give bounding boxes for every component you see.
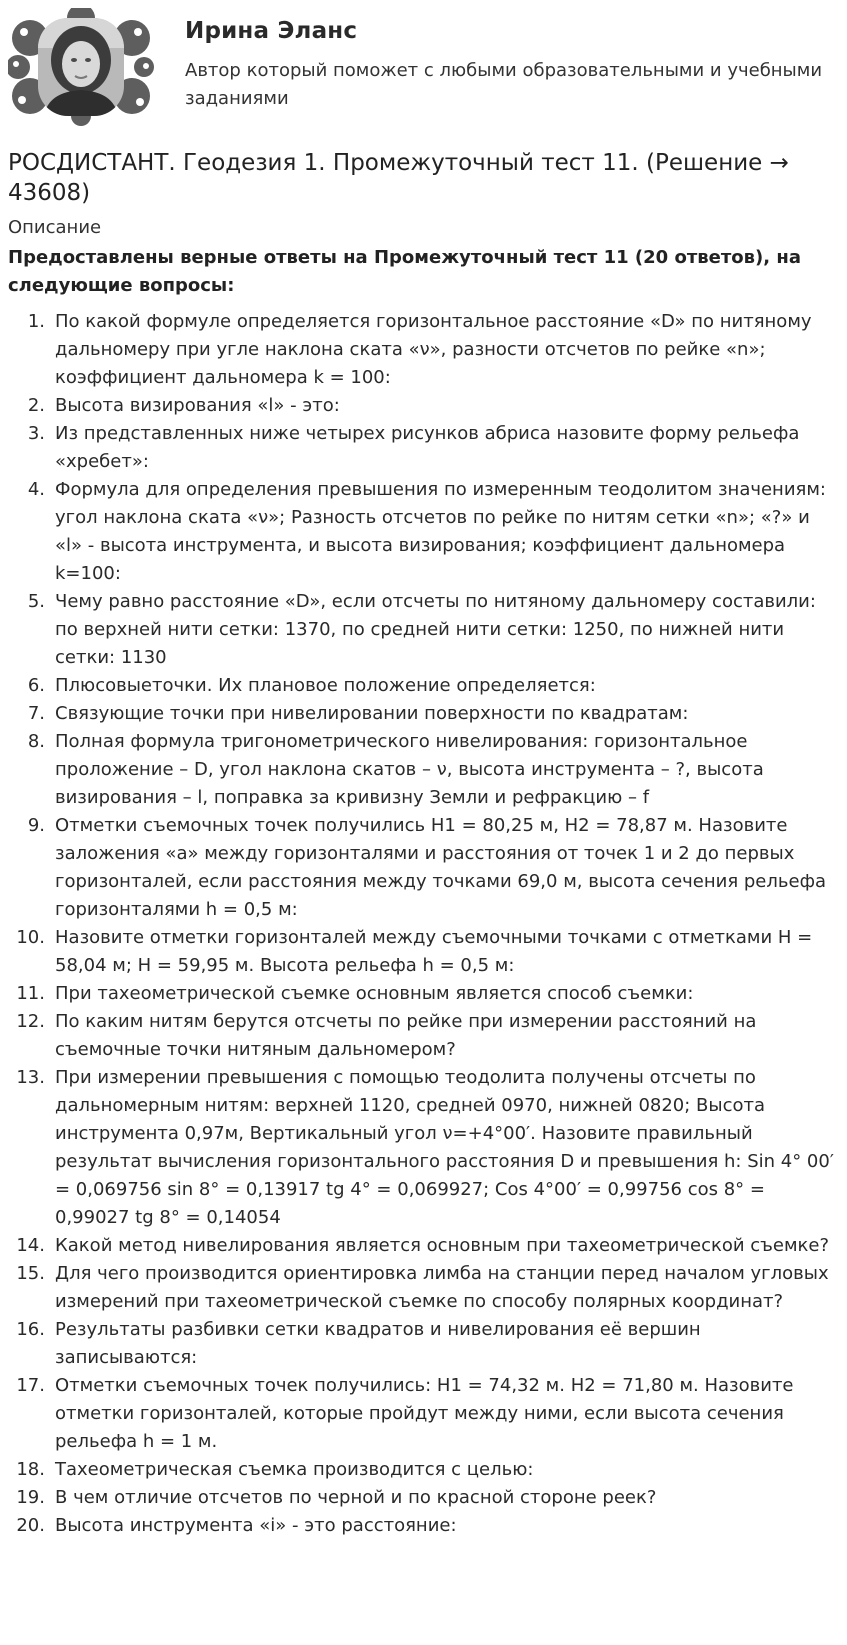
question-number: 3. [27, 423, 45, 444]
question-text: Полная формула тригонометрического нивелирования: горизонтальное проложение – D, угол наклона скатов – ν, высота инструмента – ?, высота визирования – l, поправка за кривизну Земли и рефракцию – f [55, 731, 764, 808]
question-text: По какой формуле определяется горизонтальное расстояние «D» по нитяному дальномеру при угле наклона ската «ν», разности отсчетов по рейке «n»; коэффициент дальномера k = 100: [55, 311, 812, 388]
question-item [8, 476, 839, 588]
question-text: По каким нитям берутся отсчеты по рейке при измерении расстояний на съемочные точки нитяным дальномером? [55, 1011, 757, 1060]
question-item [8, 420, 839, 476]
question-text: Связующие точки при нивелировании поверхности по квадратам: [55, 703, 689, 724]
question-item [8, 392, 839, 420]
question-number: 6. [27, 675, 45, 696]
question-number: 15. [16, 1263, 45, 1284]
question-item [8, 924, 839, 980]
question-item [8, 1512, 839, 1540]
author-description: Автор который поможет с любыми образовательными и учебными заданиями [185, 60, 823, 109]
question-text: Высота инструмента «i» - это расстояние: [55, 1515, 457, 1536]
question-item [8, 308, 839, 392]
question-text: Результаты разбивки сетки квадратов и нивелирования её вершин записываются: [55, 1319, 701, 1368]
question-item [8, 588, 839, 672]
question-item [8, 1064, 839, 1232]
question-item [8, 1232, 839, 1260]
question-text: Отметки съемочных точек получились: Н1 = 74,32 м. Н2 = 71,80 м. Назовите отметки горизонталей, которые пройдут между ними, если высота сечения рельефа h = 1 м. [55, 1375, 794, 1452]
question-item [8, 1316, 839, 1372]
question-text: При тахеометрической съемке основным является способ съемки: [55, 983, 694, 1004]
page-title: РОСДИСТАНТ. Геодезия 1. Промежуточный тест 11. (Решение → 43608) [8, 150, 789, 206]
question-number: 10. [16, 927, 45, 948]
question-number: 16. [16, 1319, 45, 1340]
question-number: 2. [27, 395, 45, 416]
question-text: При измерении превышения с помощью теодолита получены отсчеты по дальномерным нитям: верхней 1120, средней 0970, нижней 0820; Высота инструмента 0,97м, Вертикальный угол ν=+4°00′. Назовите правильный результат вычисления горизонтального расстояния D и превышения h: Sin 4° 00′ = 0,069756 sin 8° = 0,13917 tg 4° = 0,069927; Cos 4°00′ = 0,99756 cos 8° = 0,99027 tg 8° = 0,14054 [55, 1067, 834, 1228]
question-text: Формула для определения превышения по измеренным теодолитом значениям: угол наклона ската «ν»; Разность отсчетов по рейке по нитям сетки «n»; «?» и «l» - высота инструмента, и высота визирования; коэффициент дальномера k=100: [55, 479, 826, 584]
question-text: Отметки съемочных точек получились Н1 = 80,25 м, Н2 = 78,87 м. Назовите заложения «а» между горизонталями и расстояния от точек 1 и 2 до первых горизонталей, если расстояния между точками 69,0 м, высота сечения рельефа горизонталями h = 0,5 м: [55, 815, 826, 920]
avatar-frame [8, 8, 154, 126]
question-number: 1. [27, 311, 45, 332]
question-item [8, 1008, 839, 1064]
question-item [8, 672, 839, 700]
question-number: 14. [16, 1235, 45, 1256]
question-item [8, 700, 839, 728]
question-item [8, 980, 839, 1008]
question-text: Какой метод нивелирования является основным при тахеометрической съемке? [55, 1235, 830, 1256]
question-number: 19. [16, 1487, 45, 1508]
question-number: 5. [27, 591, 45, 612]
question-number: 11. [16, 983, 45, 1004]
question-text: В чем отличие отсчетов по черной и по красной стороне реек? [55, 1487, 657, 1508]
question-number: 17. [16, 1375, 45, 1396]
question-text: Высота визирования «l» - это: [55, 395, 340, 416]
question-text: Чему равно расстояние «D», если отсчеты по нитяному дальномеру составили: по верхней нити сетки: 1370, по средней нити сетки: 1250, по нижней нити сетки: 1130 [55, 591, 816, 668]
question-number: 8. [27, 731, 45, 752]
question-text: Из представленных ниже четырех рисунков абриса назовите форму рельефа «хребет»: [55, 423, 800, 472]
question-item [8, 1260, 839, 1316]
question-number: 7. [27, 703, 45, 724]
question-text: Назовите отметки горизонталей между съемочными точками с отметками Н = 58,04 м; Н = 59,95 м. Высота рельефа h = 0,5 м: [55, 927, 813, 976]
question-number: 4. [27, 479, 45, 500]
author-card [8, 8, 839, 126]
question-number: 9. [27, 815, 45, 836]
question-text: Плюсовыеточки. Их плановое положение определяется: [55, 675, 596, 696]
question-item [8, 812, 839, 924]
question-number: 13. [16, 1067, 45, 1088]
author-avatar[interactable] [8, 8, 154, 126]
question-item [8, 1484, 839, 1512]
question-list [8, 308, 839, 1540]
author-name[interactable]: Ирина Эланс [185, 18, 358, 44]
question-text: Тахеометрическая съемка производится с целью: [55, 1459, 534, 1480]
question-number: 20. [16, 1515, 45, 1536]
question-text: Для чего производится ориентировка лимба на станции перед началом угловых измерений при тахеометрической съемке по способу полярных координат? [55, 1263, 829, 1312]
question-item [8, 1456, 839, 1484]
description-intro: Предоставлены верные ответы на Промежуточный тест 11 (20 ответов), на следующие вопросы: [8, 247, 801, 296]
question-item [8, 728, 839, 812]
description-label: Описание [8, 217, 102, 238]
question-number: 18. [16, 1459, 45, 1480]
question-number: 12. [16, 1011, 45, 1032]
question-item [8, 1372, 839, 1456]
